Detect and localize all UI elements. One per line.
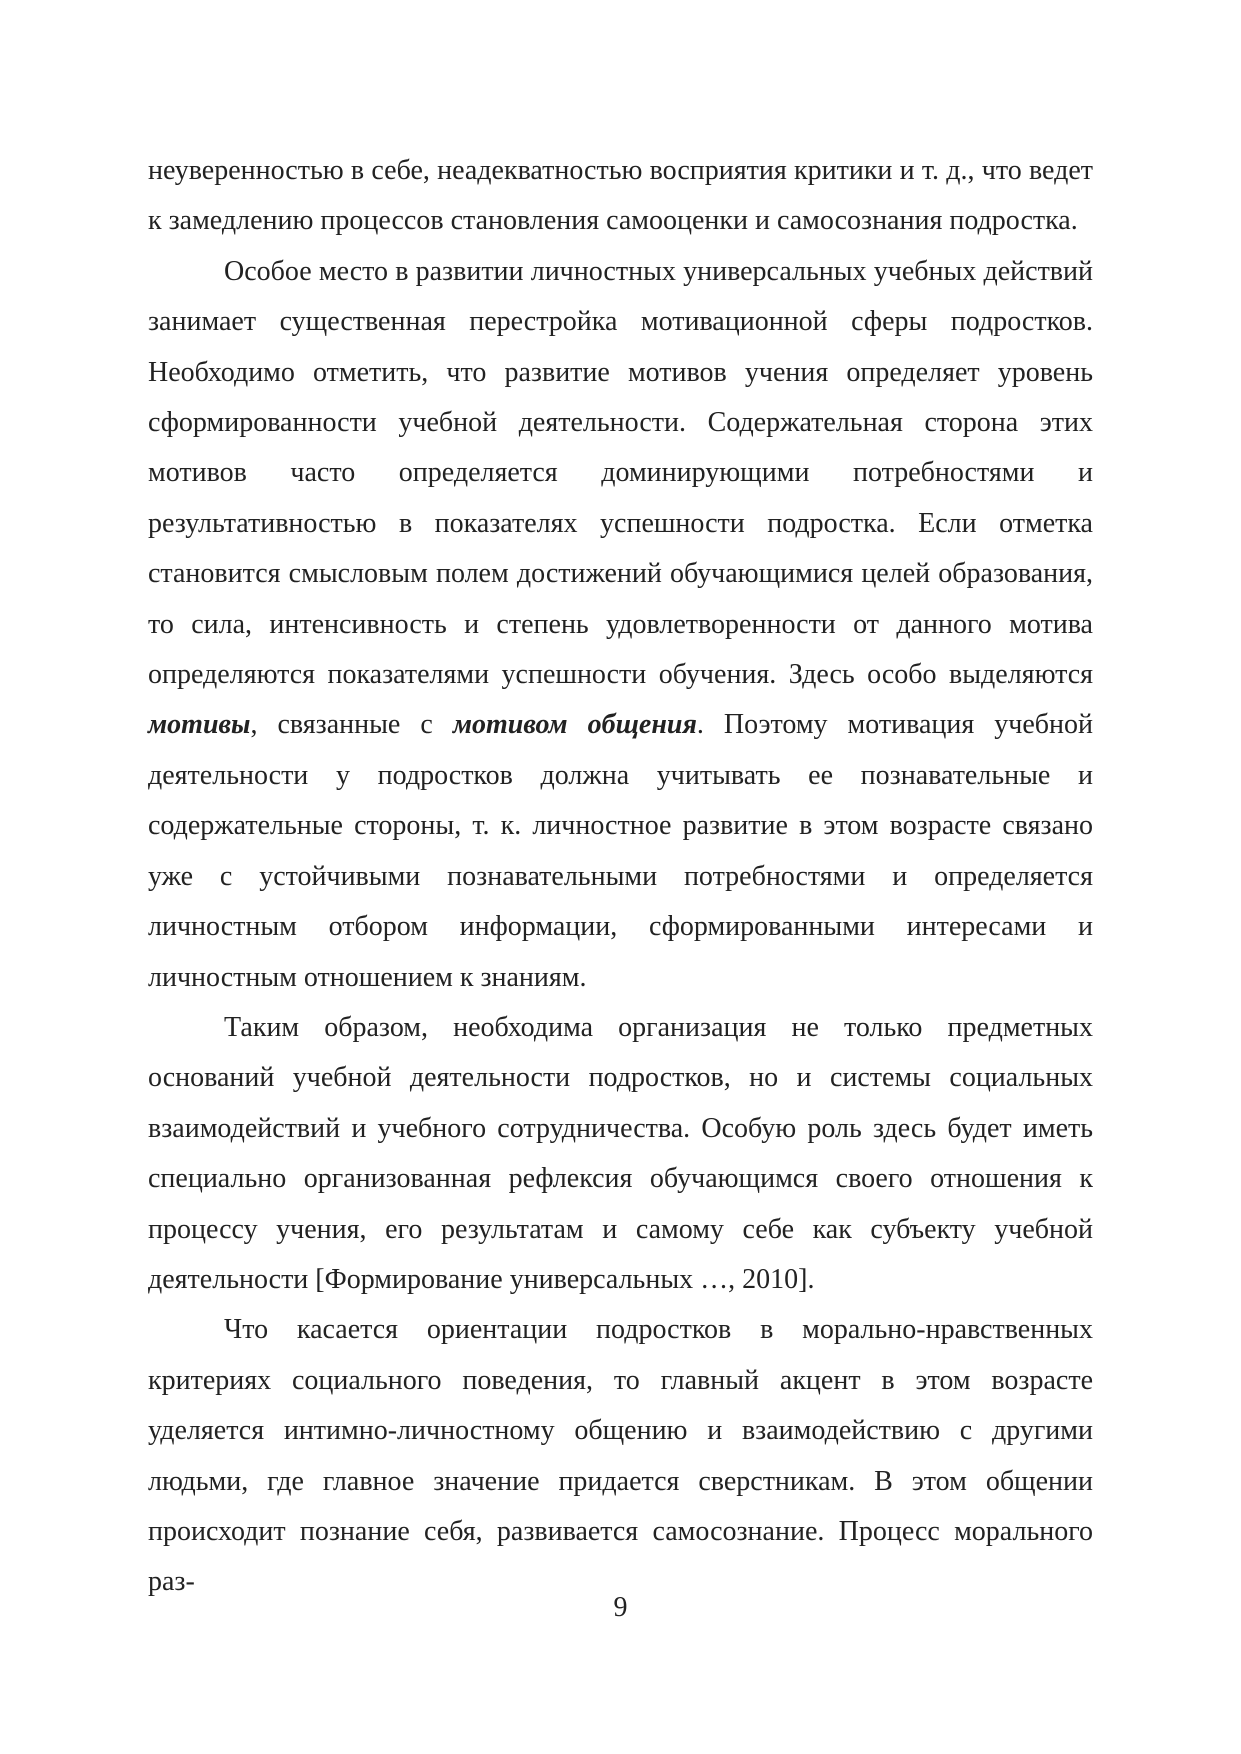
emphasis-communication-motive: мотивом общения xyxy=(452,709,697,741)
paragraph-motivation xyxy=(148,247,1093,1003)
paragraph-organization: Таким образом, необходима организация не только предметных оснований учебной деятельности подростков, но и системы социальных взаимодействий и учебного сотрудничества. Особую роль здесь будет иметь специально организованная рефлексия обучающимся своего отношения к процессу учения, его результатам и самому себе как субъекту учебной деятельности [Формирование универсальных …, 2010]. xyxy=(148,1011,1093,1295)
paragraph-motivation-text: Особое место в развитии личностных универсальных учебных действий занимает существенная перестройка мотивационной сферы подростков. Необходимо отметить, что развитие мотивов учения определяет уровень сформированности учебной деятельности. Содержательная сторона этих мотивов часто определяется доминирующими потребностями и результативностью в показателях успешности подростка. Если отметка становится смысловым полем достижений обучающимися целей образования, то сила, интенсивность и степень удовлетворенности от данного мотива определяются показателями успешности обучения. Здесь особо выделяются xyxy=(148,255,1093,691)
paragraph-continuation: неуверенностью в себе, неадекватностью восприятия критики и т. д., что ведет к замедлению процессов становления самооценки и самосознания подростка. xyxy=(148,155,1093,237)
emphasis-motives: мотивы xyxy=(148,709,251,741)
body-text xyxy=(148,146,1093,1608)
paragraph-moral-orientation: Что касается ориентации подростков в морально-нравственных критериях социального поведения, то главный акцент в этом возрасте уделяется интимно-личностному общению и взаимодействию с другими людьми, где главное значение придается сверстникам. В этом общении происходит познание себя, развивается самосознание. Процесс морального раз- xyxy=(148,1314,1093,1598)
paragraph-motivation-mid: , связанные с xyxy=(250,709,453,741)
page-number: 9 xyxy=(613,1592,628,1623)
paragraph-motivation-end: . Поэтому мотивация учебной деятельности у подростков должна учитывать ее познавательные и содержательные стороны, т. к. личностное развитие в этом возрасте связано уже с устойчивыми познавательными потребностями и определяется личностным отбором информации, сформированными интересами и личностным отношением к знаниям. xyxy=(148,709,1093,993)
